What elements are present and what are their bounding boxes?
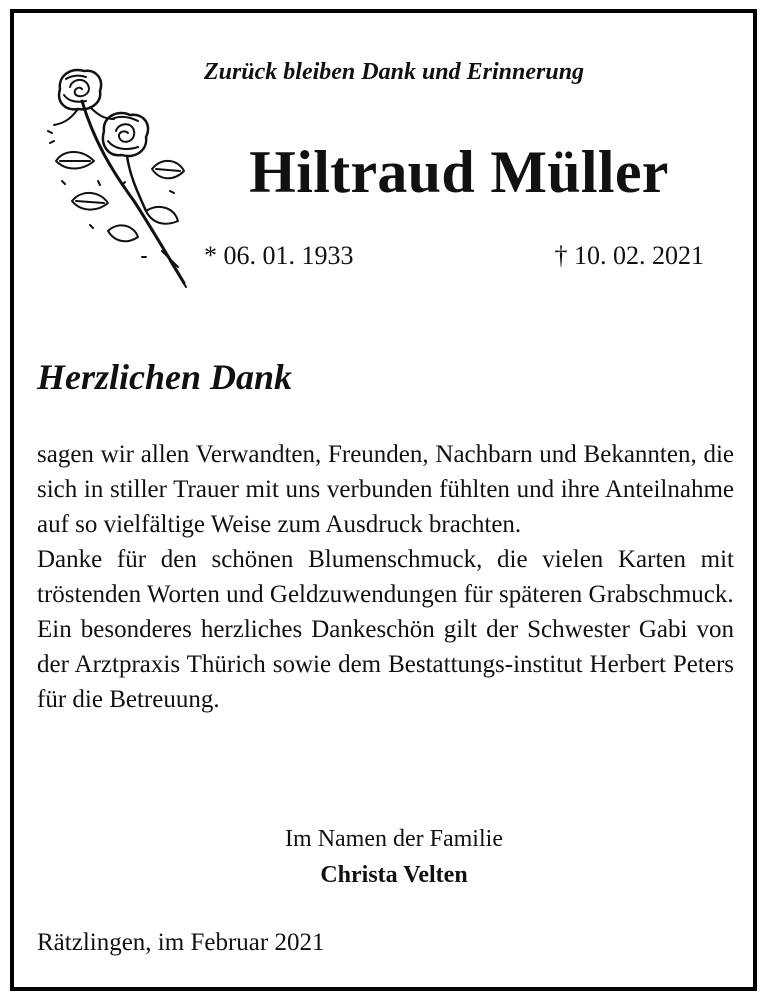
- signoff-line: Im Namen der Familie: [285, 826, 503, 852]
- body-paragraph: Danke für den schönen Blumenschmuck, die vielen Karten mit tröstenden Worten und Geldzuwendungen für späteren Grabschmuck.: [37, 546, 734, 608]
- thanks-body: [37, 437, 734, 717]
- deceased-name: Hiltraud Müller: [249, 139, 669, 205]
- body-paragraph: sagen wir allen Verwandten, Freunden, Nachbarn und Bekannten, die sich in stiller Trauer mit uns verbunden fühlten und ihre Anteilnahme auf so vielfältige Weise zum Ausdruck brachten.: [37, 441, 734, 538]
- life-dates: [204, 239, 704, 273]
- body-paragraph: Ein besonderes herzliches Dankeschön gilt der Schwester Gabi von der Arztpraxis Thürich sowie dem Bestattungs-institut Herbert Peters für die Betreuung.: [37, 616, 734, 713]
- birth-date: * 06. 01. 1933: [204, 241, 354, 270]
- thanks-heading: Herzlichen Dank: [37, 357, 293, 397]
- place-and-date: Rätzlingen, im Februar 2021: [37, 929, 325, 956]
- motto-line: Zurück bleiben Dank und Erinnerung: [203, 59, 585, 85]
- death-date: † 10. 02. 2021: [554, 241, 704, 270]
- rose-icon: [42, 61, 192, 291]
- signoff-block: [174, 821, 614, 893]
- obituary-notice: [10, 9, 757, 991]
- signature-name: Christa Velten: [320, 862, 468, 888]
